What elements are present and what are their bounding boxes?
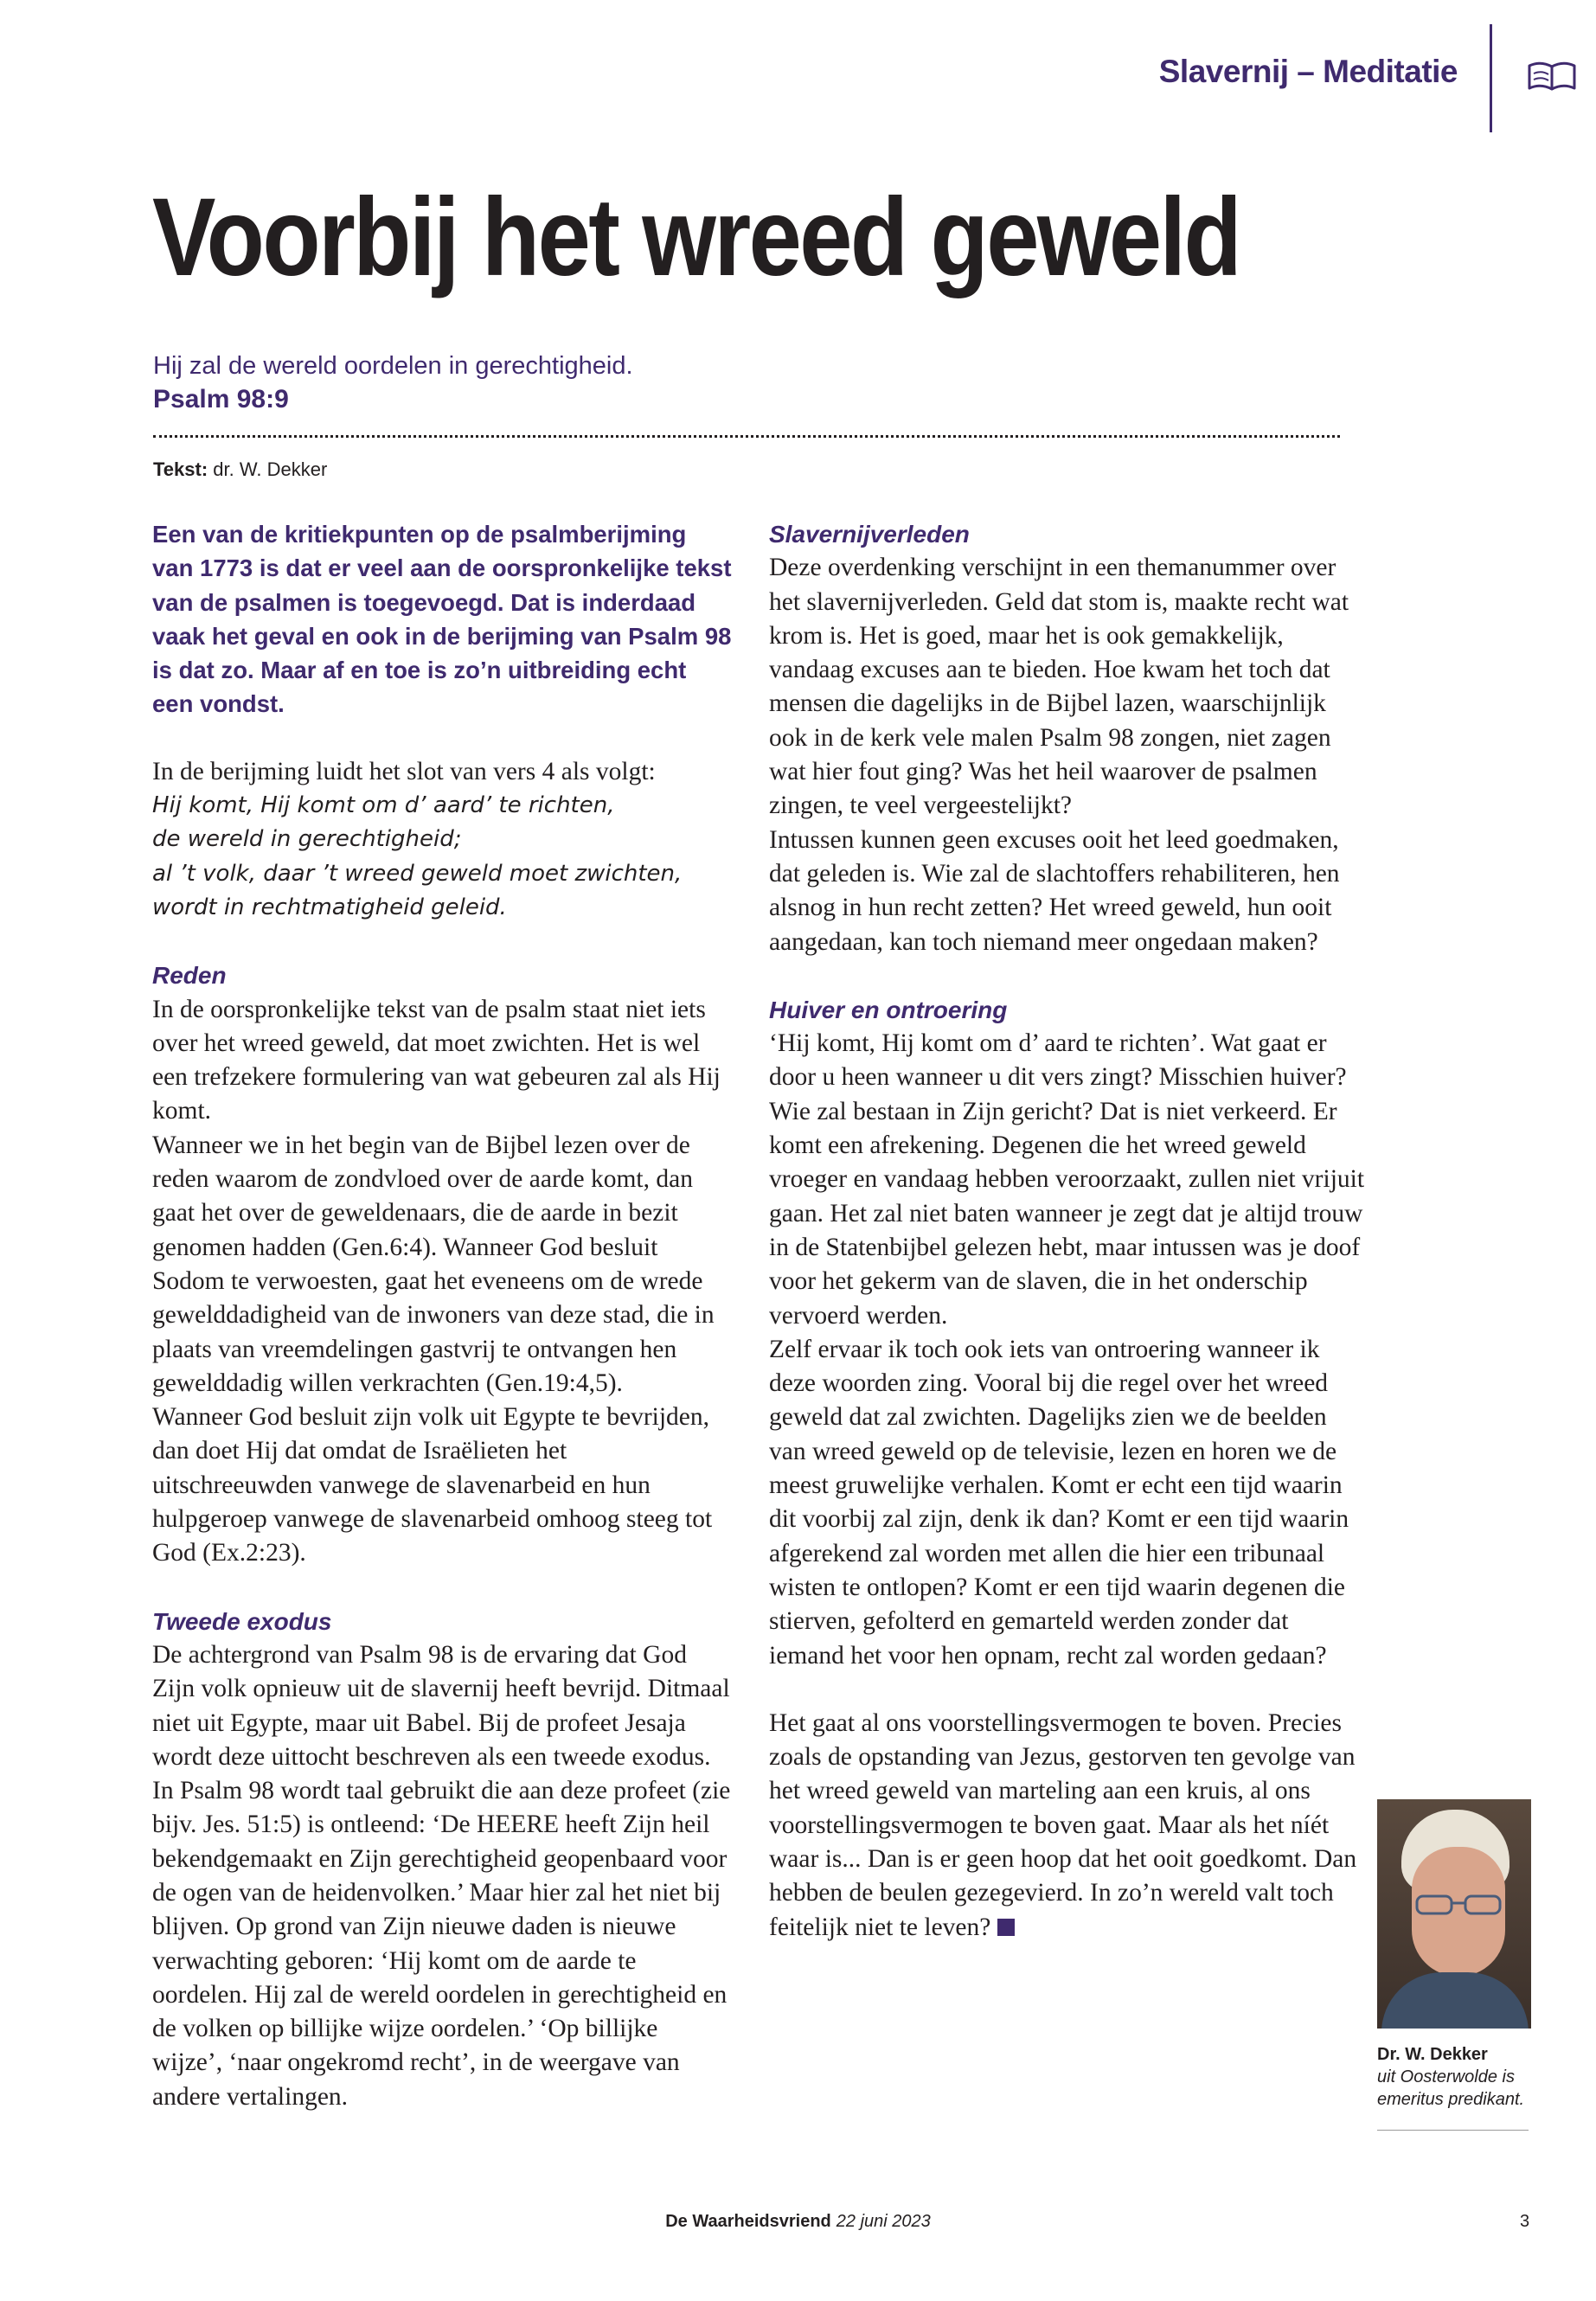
article-title: Voorbij het wreed geweld — [152, 176, 1240, 299]
byline-author: dr. W. Dekker — [213, 458, 328, 480]
end-of-article-icon — [997, 1919, 1015, 1936]
body-paragraph: ‘Hij komt, Hij komt om d’ aard te richten’. Wat gaat er door u heen wanneer u dit vers zingt? Misschien huiver? Wie zal bestaan in Zijn gericht? Dat is niet verkeerd. Er komt een afrekening. Degenen die het wreed geweld vroeger en vandaag hebben veroorzaakt, zullen niet vrijuit gaan. Het zal niet baten wanneer je zegt dat je altijd trouw in de Statenbijbel gelezen hebt, maar intussen was je doof voor het gekerm van de slaven, die in het onderschip vervoerd werden. — [769, 1029, 1365, 1330]
body-paragraph: Zelf ervaar ik toch ook iets van ontroering wanneer ik deze woorden zing. Vooral bij die regel over het wreed geweld dat zal zwichten. Dagelijks zien we de beelden van wreed geweld op de televisie, lezen en horen we de meest gruwelijke verhalen. Komt er echt een tijd waarin dit voorbij zal zijn, denk ik dan? Komt er een tijd waarin afgerekend zal worden met allen die hier een tribunaal wisten te ontlopen? Komt er een tijd waarin degenen die stierven, gefolterd en gemarteld werden zonder dat iemand het voor hen opnam, recht zal worden gedaan? — [769, 1335, 1349, 1670]
author-photo — [1377, 1799, 1531, 2029]
right-column — [769, 517, 1366, 1945]
verse-intro: In de berijming luidt het slot van vers 4 als volgt: — [152, 757, 656, 785]
epigraph — [153, 349, 633, 417]
closing-paragraph-text: Het gaat al ons voorstellingsvermogen te boven. Precies zoals de opstanding van Jezus, gestorven ten gevolge van het wreed geweld van marteling aan een kruis, al ons voorstellingsvermogen te boven gaat. Maar als het níét waar is... Dan is er geen hoop dat het ooit goedkomt. Dan hebben de beulen gezegevierd. In zo’n wereld valt toch feitelijk niet te leven? — [769, 1708, 1357, 1941]
epigraph-text: Hij zal de wereld oordelen in gerechtigheid. — [153, 352, 633, 380]
section-heading-reden: Reden — [152, 962, 227, 990]
publication-date: 22 juni 2023 — [836, 2212, 931, 2231]
dotted-divider — [153, 435, 1340, 438]
verse-line: al ’t volk, daar ’t wreed geweld moet zwichten, — [152, 860, 683, 887]
left-column — [152, 517, 732, 2114]
body-paragraph: Intussen kunnen geen excuses ooit het leed goedmaken, dat geleden is. Wie zal de slachtoffers rehabiliteren, hen alsnog in hun recht zetten? Het wreed geweld, hun ooit aangedaan, kan toch niemand meer ongedaan maken? — [769, 825, 1340, 956]
author-caption — [1377, 2043, 1537, 2111]
body-paragraph: De achtergrond van Psalm 98 is de ervaring dat God Zijn volk opnieuw uit de slavernij heeft bevrijd. Ditmaal niet uit Egypte, maar uit Babel. Bij de profeet Jesaja wordt deze uittocht beschreven als een tweede exodus. In Psalm 98 wordt taal gebruikt die aan deze profeet (zie bijv. Jes. 51:5) is ontleend: ‘De HEERE heeft Zijn heil bekendgemaakt en Zijn gerechtigheid geopenbaard voor de ogen van de heidenvolken.’ Maar hier zal het niet bij blijven. Op grond van Zijn nieuwe daden is nieuwe verwachting geboren: ‘Hij komt om de aarde te oordelen. Hij zal de wereld oordelen in gerechtigheid en de volken op billijke wijze oordelen.’ ‘Op billijke wijze’, ‘naar ongekromd recht’, in de weergave van andere vertalingen. — [152, 1640, 731, 2111]
byline — [153, 458, 327, 481]
body-paragraph: Wanneer God besluit zijn volk uit Egypte te bevrijden, dan doet Hij dat omdat de Israëlieten het uitschreeuwden vanwege de slavenarbeid en hun hulpgeroep vanwege de slavenarbeid omhoog steeg tot God (Ex.2:23). — [152, 1403, 713, 1567]
section-heading-tweede-exodus: Tweede exodus — [152, 1607, 332, 1635]
author-role: uit Oosterwolde is emeritus predikant. — [1377, 2067, 1525, 2109]
section-heading-slavernijverleden: Slavernijverleden — [769, 521, 970, 548]
publication-name: De Waarheidsvriend — [665, 2212, 831, 2231]
section-heading-huiver-en-ontroering: Huiver en ontroering — [769, 996, 1008, 1023]
body-paragraph: Deze overdenking verschijnt in een themanummer over het slavernijverleden. Geld dat stom is, maakte recht wat krom is. Het is goed, maar het is ook gemakkelijk, vandaag excuses aan te bieden. Hoe kwam het toch dat mensen die dagelijks in de Bijbel lazen, waarschijnlijk ook in de kerk vele malen Psalm 98 zongen, niet zagen wat hier fout ging? Was het heil waarover de psalmen zingen, te veel vergeestelijkt? — [769, 554, 1349, 820]
header-divider — [1490, 24, 1492, 132]
byline-label: Tekst: — [153, 458, 208, 480]
caption-divider — [1377, 2130, 1529, 2131]
verse-line: wordt in rechtmatigheid geleid. — [152, 894, 507, 920]
body-paragraph: Wanneer we in het begin van de Bijbel lezen over de reden waarom de zondvloed over de aarde komt, dan gaat het over de geweldenaars, die de aarde in bezit genomen hadden (Gen.6:4). Wanneer God besluit Sodom te verwoesten, gaat het eveneens om de wrede gewelddadigheid van de inwoners van deze stad, die in plaats van vreemdelingen gastvrij te ontvangen hen gewelddadig willen verkrachten (Gen.19:4,5). — [152, 1131, 715, 1397]
verse-line: de wereld in gerechtigheid; — [152, 826, 462, 853]
intro-paragraph: Een van de kritiekpunten op de psalmberijming van 1773 is dat er veel aan de oorspronkelijke tekst van de psalmen is toegevoegd. Dat is inderdaad vaak het geval en ook in de berijming van Psalm 98 is dat zo. Maar af en toe is zo’n uitbreiding echt een vondst. — [152, 521, 732, 718]
page-footer — [0, 2212, 1596, 2232]
section-title: Slavernij – Meditatie — [1158, 54, 1458, 89]
page-number: 3 — [1520, 2212, 1530, 2231]
open-book-icon — [1527, 59, 1577, 93]
closing-paragraph — [769, 1707, 1366, 1945]
epigraph-reference: Psalm 98:9 — [153, 385, 289, 413]
verse-line: Hij komt, Hij komt om d’ aard’ te richten, — [152, 792, 615, 819]
body-paragraph: In de oorspronkelijke tekst van de psalm staat niet iets over het wreed geweld, dat moet zwichten. Het is wel een trefzekere formulering van wat gebeuren zal als Hij komt. — [152, 995, 721, 1125]
author-name: Dr. W. Dekker — [1377, 2045, 1488, 2064]
